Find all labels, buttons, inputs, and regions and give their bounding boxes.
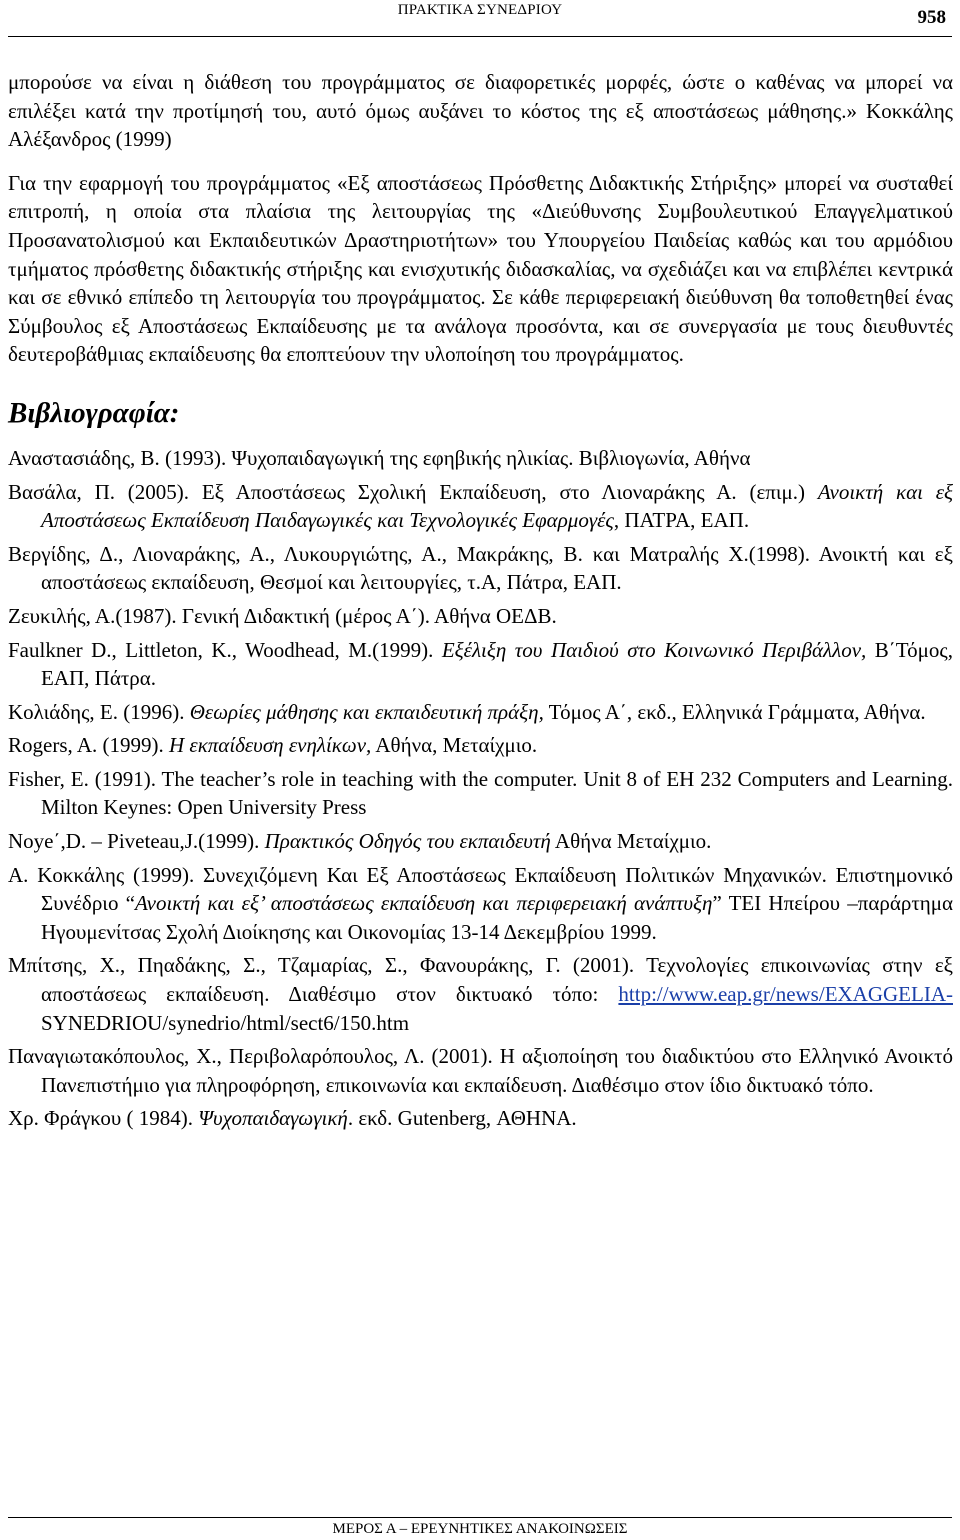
reference-item: Βεργίδης, Δ., Λιοναράκης, Α., Λυκουργιώτης, Α., Μακράκης, Β. και Ματραλής Χ.(1998). Ανοικτή και εξ αποστάσεως εκπαίδευση, Θεσμοί και λειτουργίες, τ.Α, Πάτρα, ΕΑΠ. [8,541,953,595]
bibliography-heading: Βιβλιογραφία: [8,396,180,429]
reference-item: Αναστασιάδης, Β. (1993). Ψυχοπαιδαγωγική της εφηβικής ηλικίας. Βιβλιογωνία, Αθήνα [8,445,751,470]
reference-item: Παναγιωτακόπουλος, Χ., Περιβολαρόπουλος, Λ. (2001). Η αξιοποίηση του διαδικτύου στο Ελληνικό Ανοικτό Πανεπιστήμιο για πληροφόρηση, επικοινωνία και εκπαίδευση. Διαθέσιμο στον ίδιο δικτυακό τόπο. [8,1044,953,1097]
reference-link[interactable]: http://www.eap.gr/news/EXAGGELIA- [618,982,953,1007]
header-title: ΠΡΑΚΤΙΚΑ ΣΥΝΕΔΡΙΟΥ [397,2,563,18]
page-number: 958 [917,7,946,28]
page-content [8,68,953,1133]
bibliography-list [8,444,953,1133]
reference-item: Α. Κοκκάλης (1999). Συνεχιζόμενη Και Εξ Αποστάσεως Εκπαίδευση Πολιτικών Μηχανικών. Επιστημονικό Συνέδριο “Ανοικτή και εξ’ αποστάσεως εκπαίδευση και περιφερειακή ανάπτυξη” ΤΕΙ Ηπείρου –παράρτημα Ηγουμενίτσας Σχολή Διοίκησης και Οικονομίας 13-14 Δεκεμβρίου 1999. [8,862,954,944]
body-paragraph: μπορούσε να είναι η διάθεση του προγράμματος σε διαφορετικές μορφές, ώστε ο καθένας να μπορεί να επιλέξει κατά την προτίμησή του, αυτό όμως αυξάνει το κόστος της εξ αποστάσεως μάθησης.» Κοκκάλης Αλέξανδρος (1999) [8,70,953,152]
reference-item: Rogers, A. (1999). Η εκπαίδευση ενηλίκων, Αθήνα, Μεταίχμιο. [8,733,538,758]
body-paragraph: Για την εφαρμογή του προγράμματος «Εξ αποστάσεως Πρόσθετης Διδακτικής Στήριξης» μπορεί να συσταθεί επιτροπή, η οποία στα πλαίσια της λειτουργίας της «Διεύθυνσης Συμβουλευτικού Επαγγελματικού Προσανατολισμού και Εκπαιδευτικών Δραστηριοτήτων» του Υπουργείου Παιδείας καθώς και του αρμόδιου τμήματος πρόσθετης διδακτικής στήριξης και ενισχυτικής διδασκαλίας, να σχεδιάζει και να επιβλέπει κεντρικά και σε εθνικό επίπεδο τη λειτουργία του προγράμματος. Σε κάθε περιφερειακή διεύθυνση θα τοποθετηθεί ένας Σύμβουλος εξ Αποστάσεως Εκπαίδευσης με τα ανάλογα προσόντα, και σε συνεργασία με τους διευθυντές δευτεροβάθμιας εκπαίδευσης θα εποπτεύουν την υλοποίηση του προγράμματος. [8,170,953,367]
page-footer [8,1517,952,1537]
footer-text: ΜΕΡΟΣ Α – ΕΡΕΥΝΗΤΙΚΕΣ ΑΝΑΚΟΙΝΩΣΕΙΣ [332,1521,628,1537]
reference-item: Fisher, E. (1991). The teacher’s role in teaching with the computer. Unit 8 of EH 232 Computers and Learning. Milton Keynes: Open University Press [8,766,953,820]
reference-item: Βασάλα, Π. (2005). Εξ Αποστάσεως Σχολική Εκπαίδευση, στο Λιοναράκης Α. (επιμ.) Ανοικτή και εξ Αποστάσεως Εκπαίδευση Παιδαγωγικές και Τεχνολογικές Εφαρμογές, ΠΑΤΡΑ, ΕΑΠ. [8,479,953,533]
reference-item: Χρ. Φράγκου ( 1984). Ψυχοπαιδαγωγική. εκδ. Gutenberg, ΑΘΗΝΑ. [8,1106,577,1131]
reference-item: Κολιάδης, Ε. (1996). Θεωρίες μάθησης και εκπαιδευτική πράξη, Τόμος Α΄, εκδ., Ελληνικά Γράμματα, Αθήνα. [8,699,926,724]
page-header [8,0,952,37]
reference-item: Ζευκιλής, Α.(1987). Γενική Διδακτική (μέρος Α΄). Αθήνα ΟΕΔΒ. [8,603,557,628]
reference-item: Μπίτσης, Χ., Πηαδάκης, Σ., Τζαμαρίας, Σ., Φανουράκης, Γ. (2001). Τεχνολογίες επικοινωνίας στην εξ αποστάσεως εκπαίδευση. Διαθέσιμο στον δικτυακό τόπο: http://www.eap.gr/news/EXAGGELIA-SYNEDRIOU/synedrio/html/sect6/150.htm [8,953,953,1035]
reference-item: Faulkner D., Littleton, K., Woodhead, M.(1999). Εξέλιξη του Παιδιού στο Κοινωνικό Περιβάλλον, Β΄Τόμος, ΕΑΠ, Πάτρα. [8,637,954,691]
reference-item: Noye΄,D. – Piveteau,J.(1999). Πρακτικός Οδηγός του εκπαιδευτή Αθήνα Μεταίχμιο. [8,829,712,854]
